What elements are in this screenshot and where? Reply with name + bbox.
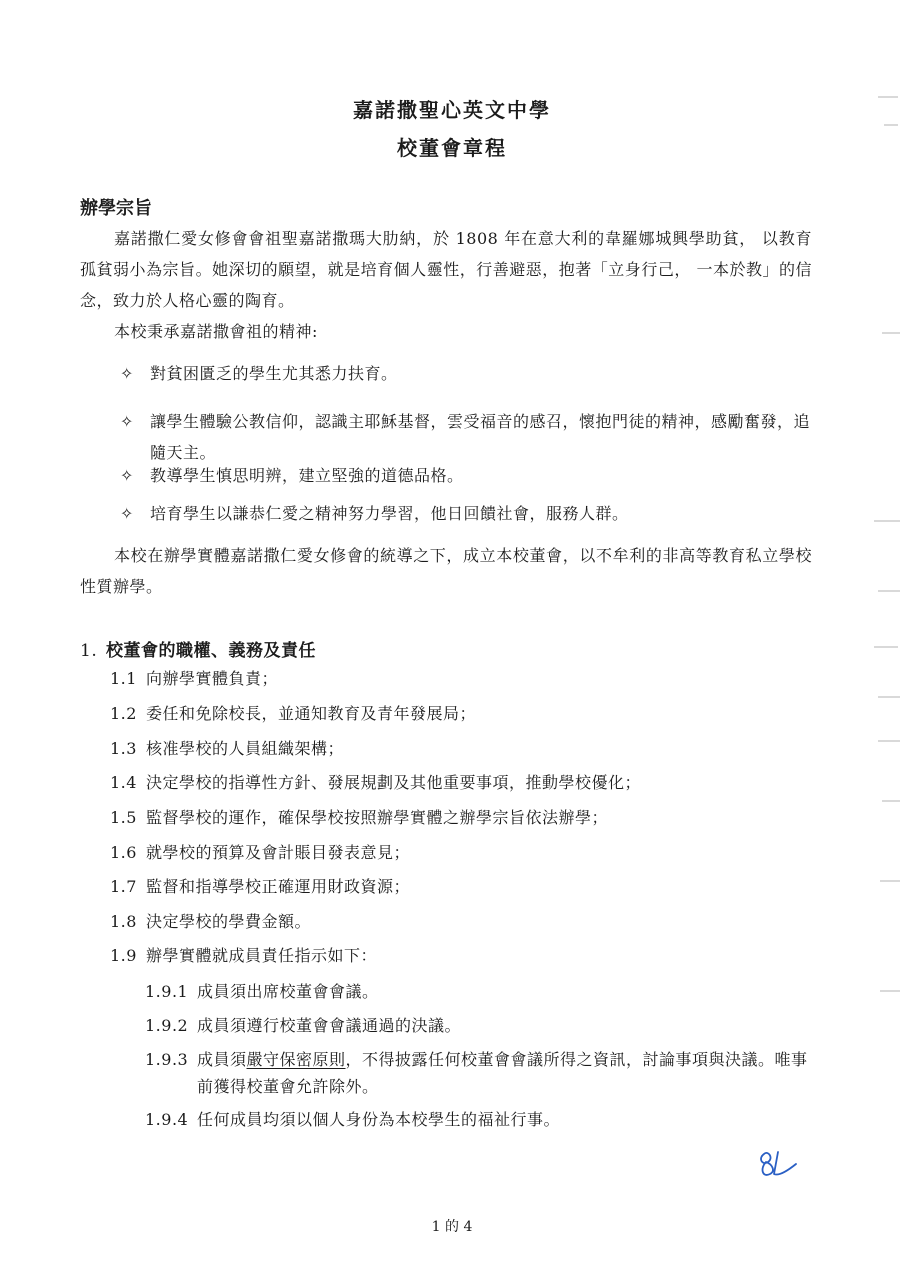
clause-item: [110, 666, 278, 689]
diamond-bullet-icon: ✧: [120, 412, 134, 431]
clause-text: 核准學校的人員組織架構；: [146, 739, 345, 758]
scan-bleed-marks: [834, 0, 904, 1280]
clause-text: 辦學實體就成員責任指示如下：: [146, 946, 378, 965]
subclause-item: [145, 1046, 813, 1100]
subclause-text: 成員須遵行校董會會議通過的決議。: [197, 1016, 462, 1035]
clause-text: 監督學校的運作，確保學校按照辦學實體之辦學宗旨依法辦學；: [146, 808, 609, 827]
section-title: 校董會的職權、義務及責任: [106, 641, 316, 661]
bullet-text: 教導學生慎思明辨，建立堅強的道德品格。: [150, 466, 464, 485]
mission-bullet: [120, 460, 810, 491]
clause-item: [110, 874, 410, 897]
mission-bullet: [120, 406, 810, 468]
mission-bullet: [120, 498, 810, 529]
subclause-emphasis: 嚴守保密原則: [246, 1050, 346, 1069]
clause-item: [110, 943, 377, 966]
clause-number: 1.1: [110, 669, 137, 688]
diamond-bullet-icon: ✧: [120, 364, 134, 383]
clause-number: 1.6: [110, 843, 137, 862]
clause-number: 1.5: [110, 808, 137, 827]
clause-number: 1.7: [110, 877, 137, 896]
subclause-text: 成員須出席校董會會議。: [197, 982, 379, 1001]
section-1-heading: [80, 636, 316, 661]
page-number: 1 的 4: [431, 1219, 473, 1235]
diamond-bullet-icon: ✧: [120, 466, 134, 485]
mission-paragraph-2: 本校秉承嘉諾撒會祖的精神:: [114, 322, 318, 341]
clause-number: 1.3: [110, 739, 137, 758]
diamond-bullet-icon: ✧: [120, 504, 134, 523]
clause-text: 監督和指導學校正確運用財政資源；: [146, 877, 411, 896]
subclause-post: ，不得披露任何校董會會議所得之資訊，討論事項與決議。唯事前獲得校董會允許除外。: [197, 1050, 808, 1096]
mission-bullet: [120, 358, 810, 389]
subclause-text: 任何成員均須以個人身份為本校學生的福祉行事。: [197, 1110, 561, 1129]
clause-item: [110, 909, 311, 932]
subclause-pre: 成員須: [197, 1050, 247, 1069]
clause-text: 向辦學實體負責；: [146, 669, 279, 688]
bullet-text: 讓學生體驗公教信仰，認識主耶穌基督，雲受福音的感召，懷抱門徒的精神，感勵奮發，追隨天主。: [150, 412, 811, 462]
clause-item: [110, 840, 410, 863]
subclause-number: 1.9.2: [145, 1016, 189, 1035]
clause-number: 1.2: [110, 704, 137, 723]
clause-item: [110, 736, 344, 759]
mission-heading: 辦學宗旨: [80, 198, 152, 219]
handwritten-initials-signature: [756, 1146, 804, 1182]
clause-number: 1.4: [110, 773, 137, 792]
clause-text: 就學校的預算及會計賬目發表意見；: [146, 843, 411, 862]
bullet-text: 培育學生以謙恭仁愛之精神努力學習，他日回饋社會，服務人群。: [150, 504, 629, 523]
clause-text: 決定學校的學費金額。: [146, 912, 312, 931]
clause-number: 1.8: [110, 912, 137, 931]
school-name: 嘉諾撒聖心英文中學: [353, 98, 551, 122]
subclause-item: [145, 978, 813, 1005]
subclause-number: 1.9.3: [145, 1050, 189, 1069]
document-title: 校董會章程: [397, 136, 507, 160]
subclause-number: 1.9.4: [145, 1110, 189, 1129]
clause-text: 決定學校的指導性方針、發展規劃及其他重要事項，推動學校優化；: [146, 773, 642, 792]
section-number: 1.: [80, 641, 98, 661]
clause-item: [110, 701, 476, 724]
bullet-text: 對貧困匱乏的學生尤其悉力扶育。: [150, 364, 398, 383]
clause-item: [110, 805, 608, 828]
subclause-item: [145, 1106, 813, 1133]
subclause-number: 1.9.1: [145, 982, 189, 1001]
subclause-item: [145, 1012, 813, 1039]
clause-number: 1.9: [110, 946, 137, 965]
mission-paragraph-3: 本校在辦學實體嘉諾撒仁愛女修會的統導之下，成立本校董會，以不牟利的非高等教育私立學校性質辦學。: [80, 546, 812, 596]
mission-paragraph-1: 嘉諾撒仁愛女修會會祖聖嘉諾撒瑪大肋納，於 1808 年在意大利的韋羅娜城興學助貧， 以教育孤貧弱小為宗旨。她深切的願望，就是培育個人靈性，行善避惡，抱著「立身行己， 一本於教」的信念，致力於人格心靈的陶育。: [80, 229, 812, 310]
clause-text: 委任和免除校長，並通知教育及青年發展局；: [146, 704, 477, 723]
clause-item: [110, 770, 641, 793]
